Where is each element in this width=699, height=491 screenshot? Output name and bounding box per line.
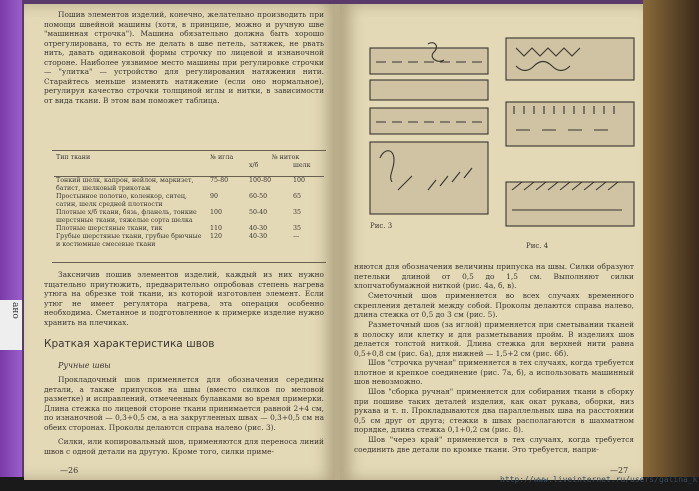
table-header-thread: № ниток xyxy=(271,154,300,161)
table-cell-silk: 35 xyxy=(293,209,302,216)
table-cell-cotton: 100-80 xyxy=(249,177,272,184)
watermark-url: http://www.liveinternet.ru/users/galina_k xyxy=(500,475,698,484)
table-cell-silk: 35 xyxy=(293,225,302,232)
table-cell-fabric: Плотные х/б ткани, бязь, фланель, тонкие шерстяные ткани, тяжелые сорта шелка xyxy=(56,209,197,224)
table-row xyxy=(54,209,324,225)
table-row xyxy=(54,193,324,209)
figure-4-drawing xyxy=(502,34,638,239)
table-cell-silk: — xyxy=(293,233,300,240)
continuation-paragraph: няются для обозначения величины припуска на швы. Силки образуют петельки длиной от 0,5 до 1,5 см. Выполняют силки хлопчатобумажной ниткой (рис. 4а, б, в). xyxy=(354,262,634,290)
intro-paragraph: Пошив элементов изделий, конечно, желательно производить при помощи швейной машины (хотя, в принципе, можно и ручную шве "машинная строчка"). Машина обязательно должна быть хорошо отрегулирована, то есть не делать в шве петель, затяжек, не рвать нить, давать одинаковой формы строчку по лицевой и изнаночной стороне. Наиболее уязвимое место машины при регулировке строчки — "улитка" — устройство для регулирования натяжения нити. Старайтесь меньше изменять натяжение (если оно нормальное), регулируя качество строчки толщиной иглы и нитки, в зависимости от вида ткани. В этом вам поможет таблица. xyxy=(44,10,324,105)
table-cell-needle: 100 xyxy=(210,209,223,216)
figure-3-label: Рис. 3 xyxy=(370,222,393,230)
table-cell-fabric: Простынное полотно, коленкор, ситец, сатин, шелк средней плотности xyxy=(56,193,187,208)
right-page xyxy=(340,4,643,480)
table-header-fabric: Тип ткани xyxy=(56,154,91,161)
table-row xyxy=(54,225,324,233)
fabric-needle-table xyxy=(54,154,324,249)
subheading: Ручные швы xyxy=(58,361,111,370)
left-page xyxy=(24,4,337,480)
page-number-left: —26 xyxy=(60,466,79,475)
section-heading: Краткая характеристика швов xyxy=(44,338,215,350)
table-cell-silk: 65 xyxy=(293,193,302,200)
table-cell-needle: 110 xyxy=(210,225,223,232)
basting-stitch-paragraph: Сметочный шов применяется во всех случаях временного скрепления деталей между собой. Проколы делаются справа налево, длина стежка от 0,5 до 3 см (рис. 5). xyxy=(354,291,634,319)
table-header-needle: № игла xyxy=(210,154,234,161)
table-top-rule xyxy=(52,150,326,151)
table-cell-needle: 120 xyxy=(210,233,223,240)
book-cover-edge xyxy=(0,0,22,491)
page-number-right: —27 xyxy=(610,466,629,475)
after-table-paragraph: Заксничив пошив элементов изделий, каждый из них нужно тщательно приутюжить, предварительно опробовав степень нагрева утюга на обрезке той ткани, из которой изготовлен элемент. Если утюг не имеет регулятора нагрева, эта операция особенно необходима. Сметанное и подготовленное к примерке изделие нужно хранить на плечиках. xyxy=(44,270,324,327)
table-bottom-rule xyxy=(52,262,326,263)
table-cell-cotton: 50-40 xyxy=(249,209,268,216)
table-cell-needle: 90 xyxy=(210,193,219,200)
table-row xyxy=(54,177,324,194)
table-cell-fabric: Грубые шерстяные ткани, грубые брючные и костюмные смесевые ткани xyxy=(56,233,202,248)
table-row xyxy=(54,233,324,249)
figure-4-label: Рис. 4 xyxy=(526,242,549,250)
table-cell-cotton: 40-30 xyxy=(249,233,268,240)
table-cell-cotton: 60-50 xyxy=(249,193,268,200)
table-cell-fabric: Плотные шерстяные ткани, тик xyxy=(56,225,163,232)
table-cell-silk: 100 xyxy=(293,177,306,184)
table-cell-cotton: 40-30 xyxy=(249,225,268,232)
backstitch-paragraph: Шов "строчка ручная" применяется в тех случаях, когда требуется плотное и крепкое соединение (рис. 7а, б), а использовать машинный шов невозможно. xyxy=(354,358,634,386)
gather-stitch-paragraph: Шов "сборка ручная" применяется для собирания ткани в сборку при пошиве таких деталей изделия, как окат рукава, оборки, низ рукава и т. п. Прокладываются два параллельных шва на расстоянии 0,5 см друг от друга; стежки в швах располагаются в шахматном порядке, длина стежка 0,1+0,2 см (рис. 8). xyxy=(354,387,634,434)
table-cell-needle: 75-80 xyxy=(210,177,229,184)
table-cell-fabric: Тонкий шелк, капрон, нейлон, маркизет, батист, шелковый трикотаж xyxy=(56,177,194,192)
table-header-cotton: х/б xyxy=(249,162,259,169)
figure-3-drawing xyxy=(368,40,490,240)
table-header-silk: шелк xyxy=(293,162,311,169)
book-right-edge xyxy=(643,0,699,480)
bookmark-tab-label: ано xyxy=(10,302,20,319)
stitch-paragraph: Прокладочный шов применяется для обозначения середины детали, а также припусков на швы (вместо силков по меловой разметке) и исправлений, отмеченных булавками во время примерки. Длина стежка по лицевой стороне ткани принимается равной 2+4 см, по изнаночной — 0,3+0,5 см, а на закругленных швах — 0,3+0,5 см на обеих сторонах. Проколы делаются справа налево (рис. 3). xyxy=(44,375,324,432)
copy-stitch-paragraph: Силки, или копировальный шов, применяются для переноса линий швов с одной детали на другую. Кроме того, силки приме- xyxy=(44,437,324,456)
overedge-stitch-paragraph: Шов "через край" применяется в тех случаях, когда требуется соединить две детали по кромке ткани. Это требуется, напри- xyxy=(354,435,634,454)
marking-stitch-paragraph: Разметочный шов (за иглой) применяется при сметывании тканей в полоску или клетку и для разметывания пройм. В изделиях шов делается толстой ниткой. Длина стежка для верхней нити равна 0,5+0,8 см (рис. 6а), для нижней — 1,5+2 см (рис. 6б). xyxy=(354,320,634,358)
